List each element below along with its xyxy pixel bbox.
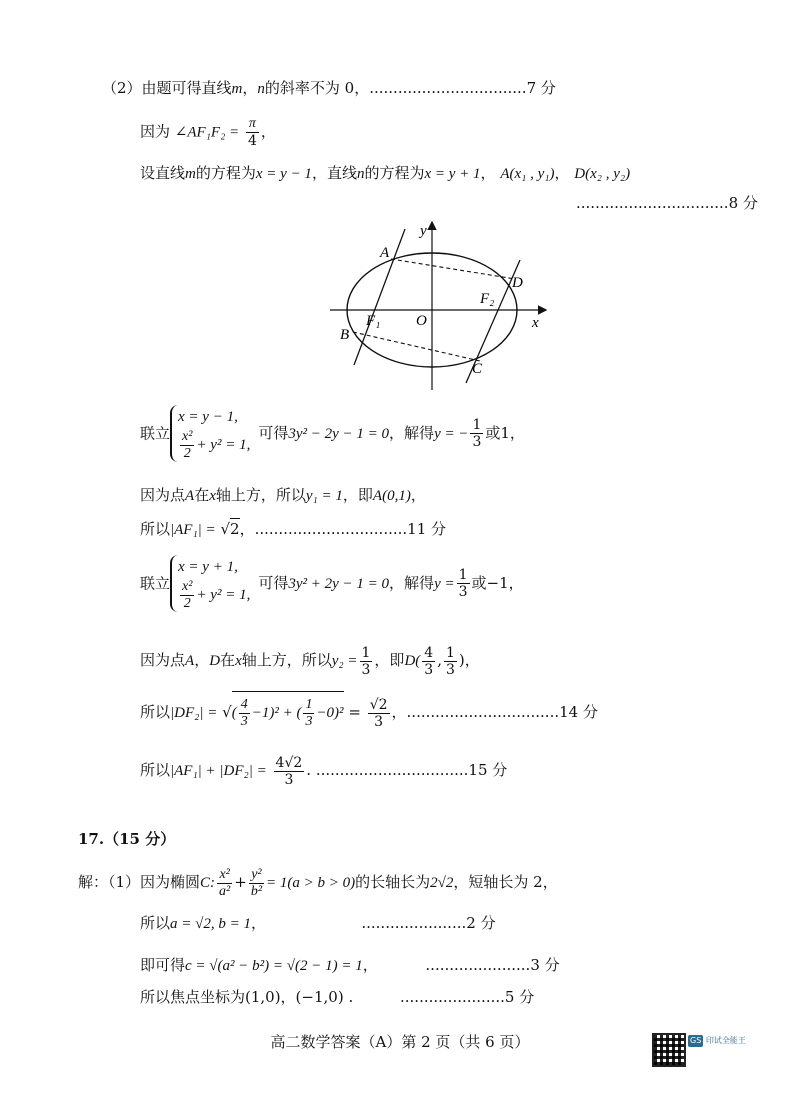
label-F1: F₁ [366,313,381,329]
part2-intro: （2）由题可得直线m，n的斜率不为 0，.................................7 分 [102,79,556,97]
point-A-statement: 因为点A在x轴上方，所以y₁ = 1，即A(0,1)， [140,486,426,504]
label-x: x [532,315,539,331]
setup-lines: 设直线m的方程为x = y − 1，直线n的方程为x = y + 1， A(x₁ , y₁)， D(x₂ , y₂) [140,164,631,182]
ellipse-diagram [320,215,560,395]
label-F2: F₂ [480,291,495,307]
qr-code [652,1033,686,1067]
af1-result: 所以|AF₁| = √2，................................11 分 [140,520,447,538]
q17-c: 即可得c = √(a² − b²) = √(2 − 1) = 1， ......................3 分 [140,956,560,974]
label-y: y [420,223,427,239]
scanner-logo: GS 印试全能王 [690,1036,746,1045]
segment-BC [353,332,480,361]
page-footer: 高二数学答案（A）第 2 页（共 6 页） [270,1033,530,1051]
q17-foci: 所以焦点坐标为(1,0)，(−1,0) . ......................5 分 [140,988,535,1006]
q17-header: 17.（15 分） [78,830,176,848]
q17-solution-intro: 解：（1）因为椭圆C: $\frac{\text{x²}}{\text{a²}}$ + $\frac{\text{y²}}{\text{b²}}$ = 1(a > b > 0)的长轴长为2√2，短轴长为 2， [78,866,558,899]
label-A: A [380,245,390,261]
label-B: B [340,327,350,343]
angle-statement: 因为 ∠AF₁F₂ = $\frac{\pi}{4}$ ， [140,116,276,149]
point-D-statement: 因为点A，D在x轴上方，所以y₂ = $\frac{1}{3}$ ，即D( $\frac{4}{3}$ , $\frac{1}{3}$ )， [140,644,480,678]
label-D: D [512,275,523,291]
score-8: ................................8 分 [576,194,758,212]
segment-AD [391,259,515,279]
q17-ab: 所以a = √2, b = 1， ......................2 分 [140,914,496,932]
label-C: C [472,361,483,377]
df2-result: 所以|DF₂| = √( $\frac{4}{3}$ −1)² + ( $\frac{1}{3}$ −0)² = $\frac{√2}{3}$ ，................................14 分 [140,690,598,734]
solve-system-1: 联立 x = y − 1, $\frac{\text{x²}}{2}$ + y² = 1, 可得3y² − 2y − 1 = 0，解得y = − $\frac{1}{3}$ 或1， [140,405,525,465]
solve-system-2: 联立 x = y + 1, $\frac{\text{x²}}{2}$ + y² = 1, 可得3y² + 2y − 1 = 0，解得y = $\frac{1}{3}$ 或−1， [140,555,524,615]
label-O: O [416,313,427,329]
total-result: 所以|AF₁| + |DF₂| = $\frac{4√2}{3}$ . ................................15 分 [140,754,508,788]
